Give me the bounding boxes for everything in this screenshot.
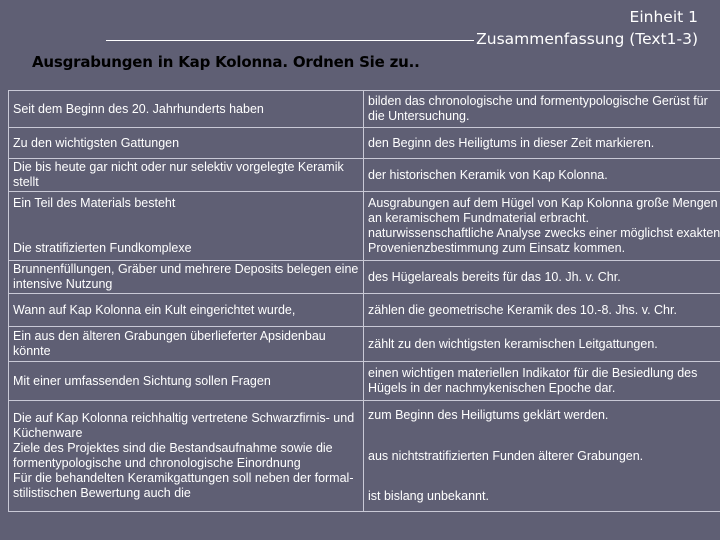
table-row — [9, 192, 720, 261]
sentence-end: der historischen Keramik von Kap Kolonna. — [368, 167, 608, 182]
sentence-start: Ein aus den älteren Grabungen überlieferter Apsidenbau könnte — [13, 329, 326, 358]
left-cell — [9, 159, 364, 192]
slide-header — [476, 6, 698, 50]
sentence-start: Die stratifizierten Fundkomplexe — [13, 241, 192, 255]
right-cell — [364, 362, 720, 401]
stacked-ends — [368, 408, 720, 504]
table-row — [9, 294, 720, 327]
right-cell — [364, 294, 720, 327]
matching-table — [8, 90, 720, 512]
table-row — [9, 327, 720, 362]
right-cell — [364, 261, 720, 294]
sentence-end: ist bislang unbekannt. — [368, 489, 489, 503]
sentence-end: den Beginn des Heiligtums in dieser Zeit markieren. — [368, 135, 655, 150]
summary-label: Zusammenfassung (Text1-3) — [476, 30, 698, 48]
left-cell — [9, 128, 364, 159]
sentence-end: des Hügelareals bereits für das 10. Jh. v. Chr. — [368, 269, 621, 284]
left-cell — [9, 91, 364, 128]
right-cell — [364, 159, 720, 192]
left-cell — [9, 294, 364, 327]
sentence-start: Mit einer umfassenden Sichtung sollen Fragen — [13, 373, 271, 388]
sentence-start: Ein Teil des Materials besteht — [13, 196, 176, 210]
sentence-end: Ausgrabungen auf dem Hügel von Kap Kolonna große Mengen an keramischem Fundmaterial erbracht. — [368, 196, 718, 225]
sentence-end: einen wichtigen materiellen Indikator für die Besiedlung des Hügels in der nachmykenischen Epoche dar. — [368, 366, 698, 395]
sentence-end: zum Beginn des Heiligtums geklärt werden. — [368, 408, 609, 422]
right-cell — [364, 327, 720, 362]
right-cell — [364, 91, 720, 128]
table-row — [9, 362, 720, 401]
table-row — [9, 401, 720, 512]
left-cell — [9, 192, 364, 261]
right-cell — [364, 192, 720, 261]
sentence-end: naturwissenschaftliche Analyse zwecks einer möglichst exakten Provenienzbestimmung zum Einsatz kommen. — [368, 226, 720, 255]
sentence-end: bilden das chronologische und formentypologische Gerüst für die Untersuchung. — [368, 94, 708, 123]
left-cell — [9, 261, 364, 294]
sentence-end: zählt zu den wichtigsten keramischen Leitgattungen. — [368, 336, 658, 351]
left-cell — [9, 327, 364, 362]
header-divider — [106, 40, 474, 41]
unit-label: Einheit 1 — [629, 8, 698, 26]
stacked-starts — [13, 196, 359, 256]
sentence-start: Ziele des Projektes sind die Bestandsaufnahme sowie die formentypologische und chronologische Einordnung — [13, 441, 333, 470]
sentence-start: Für die behandelten Keramikgattungen soll neben der formal-stilistischen Bewertung auch die — [13, 471, 354, 500]
table-row — [9, 128, 720, 159]
page-title: Ausgrabungen in Kap Kolonna. Ordnen Sie zu.. — [32, 53, 420, 71]
sentence-end: aus nichtstratifizierten Funden älterer Grabungen. — [368, 448, 644, 463]
sentence-start: Seit dem Beginn des 20. Jahrhunderts haben — [13, 101, 264, 116]
sentence-start: Die auf Kap Kolonna reichhaltig vertretene Schwarzfirnis- und Küchenware — [13, 411, 355, 440]
left-cell — [9, 362, 364, 401]
sentence-start: Zu den wichtigsten Gattungen — [13, 135, 180, 150]
sentence-start: Brunnenfüllungen, Gräber und mehrere Deposits belegen eine intensive Nutzung — [13, 262, 359, 291]
table-row — [9, 261, 720, 294]
table-row — [9, 159, 720, 192]
sentence-start: Die bis heute gar nicht oder nur selektiv vorgelegte Keramik stellt — [13, 160, 344, 189]
right-cell — [364, 401, 720, 512]
sentence-start: Wann auf Kap Kolonna ein Kult eingerichtet wurde, — [13, 302, 296, 317]
right-cell — [364, 128, 720, 159]
table-row — [9, 91, 720, 128]
left-cell — [9, 401, 364, 512]
sentence-end: zählen die geometrische Keramik des 10.-8. Jhs. v. Chr. — [368, 302, 677, 317]
